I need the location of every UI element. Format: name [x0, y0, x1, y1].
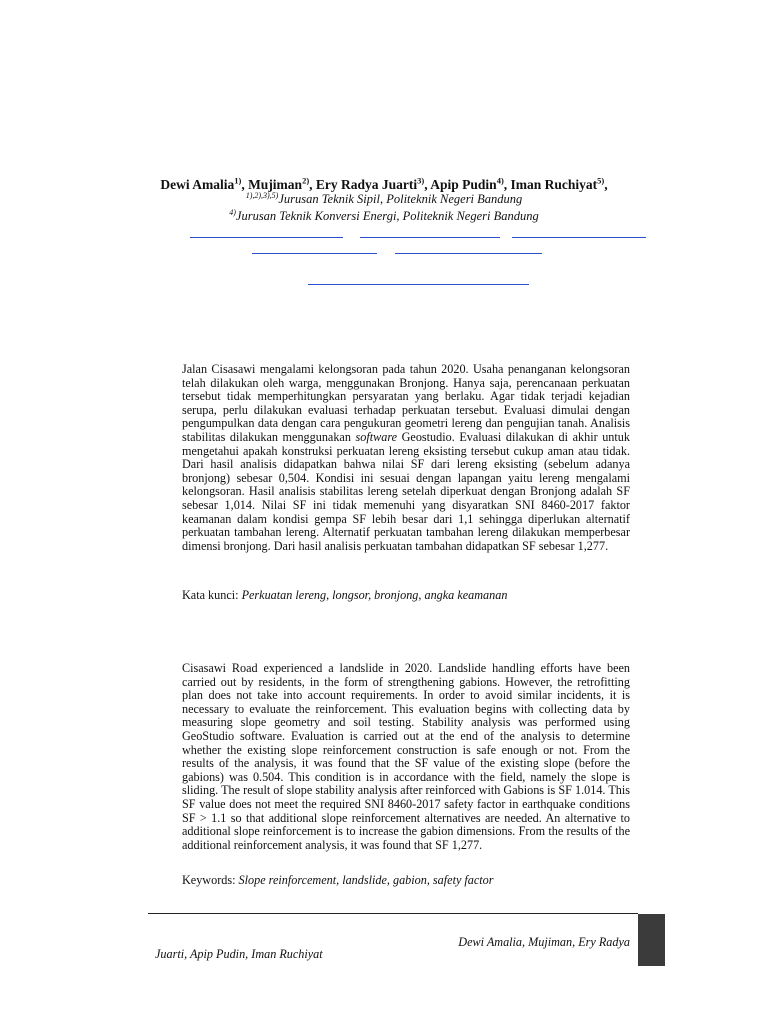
author-name: Apip Pudin	[430, 177, 497, 192]
email-link-4[interactable]	[252, 253, 377, 254]
email-link-3[interactable]	[512, 237, 646, 238]
affiliation-text: Jurusan Teknik Konversi Energi, Politeknik Negeri Bandung	[235, 209, 539, 223]
email-link-5[interactable]	[395, 253, 542, 254]
author-sup: 4)	[496, 175, 504, 186]
keywords-english	[182, 873, 494, 887]
affiliation-text: Jurusan Teknik Sipil, Politeknik Negeri Bandung	[278, 192, 523, 206]
italic-term: software	[355, 429, 398, 444]
affiliation-2	[0, 208, 768, 224]
author-name: Mujiman	[248, 177, 303, 192]
email-link-2[interactable]	[360, 237, 500, 238]
footer-rule	[148, 913, 638, 914]
email-link-6[interactable]	[308, 284, 529, 285]
affiliation-sup: 1),2),3),5)	[245, 190, 279, 200]
author-sup: 5)	[597, 175, 605, 186]
email-link-1[interactable]	[190, 237, 343, 238]
abstract-indonesian: Jalan Cisasawi mengalami kelongsoran pada tahun 2020. Usaha penanganan kelongsoran telah dilakukan oleh warga, menggunakan Bronjong. Hanya saja, perencanaan perkuatan tersebut tidak memperhitungkan persyaratan yang berlaku. Agar tidak terjadi kejadian serupa, perlu dilakukan evaluasi terhadap perkuatan tersebut. Evaluasi dimulai dengan pengumpulkan data dengan cara pengukuran geometri lereng dan pengujian tanah. Analisis stabilitas dilakukan menggunakan software Geostudio. Evaluasi dilakukan di akhir untuk mengetahui apakah konstruksi perkuatan lereng eksisting tersebut cukup aman atau tidak. Dari hasil analisis didapatkan bahwa nilai SF dari lereng eksisting (sebelum adanya bronjong) sebesar 0,504. Kondisi ini sesuai dengan lapangan yaitu lereng mengalami kelongsoran. Hasil analisis stabilitas lereng setelah diperkuat dengan Bronjong adalah SF sebesar 1,014. Nilai SF ini tidak memenuhi yang disyaratkan SNI 8460-2017 faktor keamanan dalam kondisi gempa SF lebih besar dari 1,1 sehingga diperlukan alternatif perkuatan tambahan lereng. Alternatif perkuatan tambahan lereng dilakukan memperbesar dimensi bronjong. Dari hasil analisis perkuatan tambahan didapatkan SF sebesar 1,277.	[182, 362, 630, 553]
author-name: Ery Radya Juarti	[315, 177, 418, 192]
author-sup: 1)	[234, 175, 242, 186]
footer-authors-line-2: Juarti, Apip Pudin, Iman Ruchiyat	[155, 947, 323, 961]
keywords-terms: Perkuatan lereng, longsor, bronjong, angka keamanan	[241, 588, 508, 602]
keywords-indonesian	[182, 588, 507, 602]
keywords-label: Kata kunci:	[182, 588, 242, 602]
affiliation-sup: 4)	[229, 207, 236, 217]
affiliation-1	[0, 191, 768, 207]
footer-authors-line-1: Dewi Amalia, Mujiman, Ery Radya	[458, 935, 630, 949]
keywords-terms: Slope reinforcement, landslide, gabion, safety factor	[238, 873, 494, 887]
author-list: Dewi Amalia$^{1)}$, Mujiman$^{2)}$, Ery Radya Juarti$^{3)}$, Apip Pudin$^{4)}$, Iman Ruchiyat$^{5)}$,	[160, 175, 608, 192]
author-name: Iman Ruchiyat	[510, 177, 598, 192]
author-sup: 2)	[302, 175, 310, 186]
footer-page-block	[638, 914, 665, 966]
author-sup: 3)	[417, 175, 425, 186]
keywords-label: Keywords:	[182, 873, 239, 887]
abstract-english: Cisasawi Road experienced a landslide in 2020. Landslide handling efforts have been carried out by residents, in the form of strengthening gabions. However, the retrofitting plan does not take into account requirements. In order to avoid similar incidents, it is necessary to evaluate the reinforcement. This evaluation begins with collecting data by measuring slope geometry and soil testing. Stability analysis was performed using GeoStudio software. Evaluation is carried out at the end of the analysis to determine whether the existing slope reinforcement construction is safe enough or not. From the results of the analysis, it was found that the SF value of the existing slope (before the gabions) was 0.504. This condition is in accordance with the field, namely the slope is sliding. The result of slope stability analysis after reinforced with Gabions is SF 1.014. This SF value does not meet the required SNI 8460-2017 safety factor in earthquake conditions SF > 1.1 so that additional slope reinforcement alternatives are needed. An alternative to additional slope reinforcement is to increase the gabion dimensions. From the results of the additional reinforcement analysis, it was found that SF 1,277.	[182, 661, 630, 852]
author-name: Dewi Amalia	[160, 177, 235, 192]
